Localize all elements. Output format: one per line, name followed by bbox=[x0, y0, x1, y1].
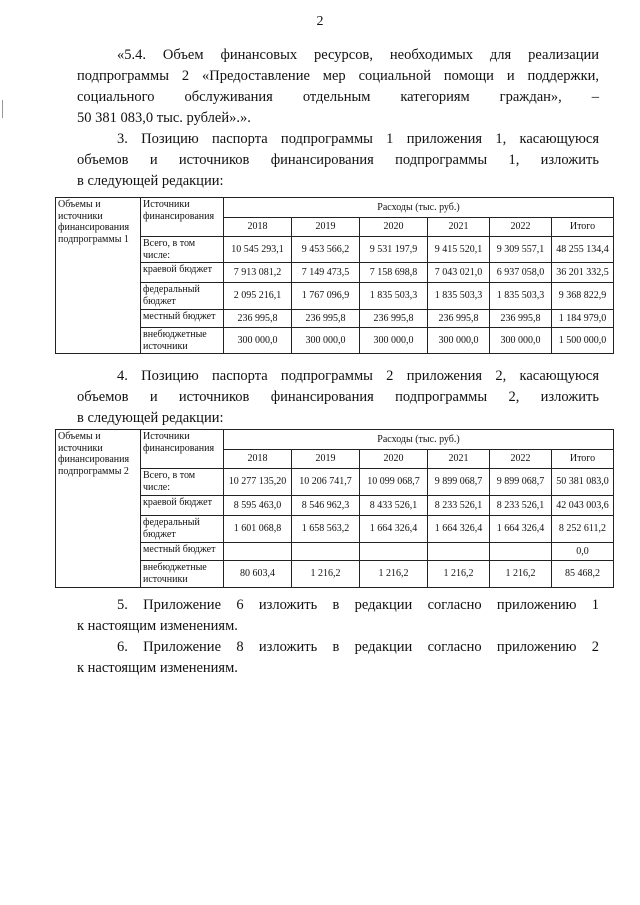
total-header: Итого bbox=[552, 450, 614, 469]
text-line: 5. Приложение 6 изложить в редакции согласно приложению 1 bbox=[117, 597, 599, 613]
value-cell: 1 835 503,3 bbox=[428, 283, 490, 310]
value-cell: 1 216,2 bbox=[490, 561, 552, 588]
value-cell: 1 835 503,3 bbox=[490, 283, 552, 310]
value-cell: 10 099 068,7 bbox=[360, 469, 428, 496]
value-cell: 9 899 068,7 bbox=[490, 469, 552, 496]
source-cell: Всего, в том числе: bbox=[141, 469, 224, 496]
paragraph-5 bbox=[77, 595, 599, 637]
paragraph-3 bbox=[77, 129, 599, 192]
value-cell: 1 664 326,4 bbox=[360, 516, 428, 543]
sources-header: Источники финансирования bbox=[141, 198, 224, 237]
total-cell: 8 252 611,2 bbox=[552, 516, 614, 543]
value-cell: 1 664 326,4 bbox=[428, 516, 490, 543]
value-cell: 300 000,0 bbox=[292, 328, 360, 354]
text-line: 3. Позицию паспорта подпрограммы 1 приложения 1, касающуюся bbox=[117, 131, 599, 147]
text-line: 50 381 083,0 тыс. рублей».». bbox=[77, 110, 251, 126]
value-cell bbox=[360, 543, 428, 561]
text-line: «5.4. Объем финансовых ресурсов, необходимых для реализации bbox=[117, 47, 599, 63]
value-cell: 9 899 068,7 bbox=[428, 469, 490, 496]
value-cell: 10 206 741,7 bbox=[292, 469, 360, 496]
value-cell: 1 835 503,3 bbox=[360, 283, 428, 310]
value-cell: 236 995,8 bbox=[224, 310, 292, 328]
paragraph-4 bbox=[77, 366, 599, 429]
total-cell: 50 381 083,0 bbox=[552, 469, 614, 496]
value-cell: 10 545 293,1 bbox=[224, 237, 292, 263]
value-cell: 9 453 566,2 bbox=[292, 237, 360, 263]
total-header: Итого bbox=[552, 218, 614, 237]
value-cell: 8 233 526,1 bbox=[490, 496, 552, 516]
value-cell: 1 658 563,2 bbox=[292, 516, 360, 543]
value-cell: 7 043 021,0 bbox=[428, 263, 490, 283]
source-cell: внебюджетные источники bbox=[141, 328, 224, 354]
value-cell: 1 601 068,8 bbox=[224, 516, 292, 543]
total-cell: 48 255 134,4 bbox=[552, 237, 614, 263]
value-cell: 300 000,0 bbox=[490, 328, 552, 354]
year-header: 2022 bbox=[490, 450, 552, 469]
source-cell: федеральный бюджет bbox=[141, 516, 224, 543]
financing-table-2 bbox=[55, 429, 614, 588]
value-cell: 1 767 096,9 bbox=[292, 283, 360, 310]
value-cell: 7 913 081,2 bbox=[224, 263, 292, 283]
text-line: 6. Приложение 8 изложить в редакции согласно приложению 2 bbox=[117, 639, 599, 655]
source-cell: местный бюджет bbox=[141, 310, 224, 328]
value-cell: 8 233 526,1 bbox=[428, 496, 490, 516]
value-cell: 6 937 058,0 bbox=[490, 263, 552, 283]
text-line: социального обслуживания отдельным категориям граждан», – bbox=[77, 89, 599, 105]
text-line: к настоящим изменениям. bbox=[77, 660, 238, 676]
total-cell: 1 184 979,0 bbox=[552, 310, 614, 328]
scan-margin-mark bbox=[2, 100, 3, 118]
year-header: 2019 bbox=[292, 218, 360, 237]
value-cell: 1 216,2 bbox=[428, 561, 490, 588]
source-cell: краевой бюджет bbox=[141, 496, 224, 516]
expenses-header: Расходы (тыс. руб.) bbox=[224, 430, 614, 450]
total-cell: 42 043 003,6 bbox=[552, 496, 614, 516]
text-line: объемов и источников финансирования подпрограммы 1, изложить bbox=[77, 152, 599, 168]
year-header: 2020 bbox=[360, 218, 428, 237]
value-cell: 1 664 326,4 bbox=[490, 516, 552, 543]
page-number: 2 bbox=[316, 14, 324, 29]
value-cell: 7 149 473,5 bbox=[292, 263, 360, 283]
value-cell: 8 595 463,0 bbox=[224, 496, 292, 516]
value-cell: 300 000,0 bbox=[360, 328, 428, 354]
year-header: 2020 bbox=[360, 450, 428, 469]
sources-header: Источники финансирования bbox=[141, 430, 224, 469]
value-cell: 236 995,8 bbox=[360, 310, 428, 328]
expenses-header: Расходы (тыс. руб.) bbox=[224, 198, 614, 218]
text-line: к настоящим изменениям. bbox=[77, 618, 238, 634]
total-cell: 1 500 000,0 bbox=[552, 328, 614, 354]
text-line: 4. Позицию паспорта подпрограммы 2 приложения 2, касающуюся bbox=[117, 368, 599, 384]
year-header: 2018 bbox=[224, 218, 292, 237]
paragraph-6 bbox=[77, 637, 599, 679]
year-header: 2022 bbox=[490, 218, 552, 237]
value-cell: 80 603,4 bbox=[224, 561, 292, 588]
value-cell: 9 309 557,1 bbox=[490, 237, 552, 263]
year-header: 2021 bbox=[428, 218, 490, 237]
value-cell: 300 000,0 bbox=[224, 328, 292, 354]
value-cell: 236 995,8 bbox=[428, 310, 490, 328]
value-cell: 9 415 520,1 bbox=[428, 237, 490, 263]
value-cell: 300 000,0 bbox=[428, 328, 490, 354]
source-cell: краевой бюджет bbox=[141, 263, 224, 283]
text-line: объемов и источников финансирования подпрограммы 2, изложить bbox=[77, 389, 599, 405]
text-line: в следующей редакции: bbox=[77, 173, 224, 189]
year-header: 2019 bbox=[292, 450, 360, 469]
value-cell: 236 995,8 bbox=[490, 310, 552, 328]
source-cell: внебюджетные источники bbox=[141, 561, 224, 588]
source-cell: местный бюджет bbox=[141, 543, 224, 561]
value-cell: 1 216,2 bbox=[360, 561, 428, 588]
value-cell bbox=[224, 543, 292, 561]
value-cell: 2 095 216,1 bbox=[224, 283, 292, 310]
value-cell bbox=[292, 543, 360, 561]
total-cell: 0,0 bbox=[552, 543, 614, 561]
total-cell: 9 368 822,9 bbox=[552, 283, 614, 310]
value-cell: 9 531 197,9 bbox=[360, 237, 428, 263]
year-header: 2018 bbox=[224, 450, 292, 469]
table-row-label: Объемы и источники финансирования подпрограммы 1 bbox=[56, 198, 141, 354]
table-row-label: Объемы и источники финансирования подпрограммы 2 bbox=[56, 430, 141, 588]
value-cell: 10 277 135,20 bbox=[224, 469, 292, 496]
text-line: подпрограммы 2 «Предоставление мер социальной помощи и поддержки, bbox=[77, 68, 599, 84]
value-cell bbox=[428, 543, 490, 561]
total-cell: 85 468,2 bbox=[552, 561, 614, 588]
value-cell: 236 995,8 bbox=[292, 310, 360, 328]
year-header: 2021 bbox=[428, 450, 490, 469]
value-cell bbox=[490, 543, 552, 561]
value-cell: 1 216,2 bbox=[292, 561, 360, 588]
value-cell: 8 433 526,1 bbox=[360, 496, 428, 516]
paragraph-5-4 bbox=[77, 45, 599, 129]
financing-table-1 bbox=[55, 197, 614, 354]
source-cell: Всего, в том числе: bbox=[141, 237, 224, 263]
value-cell: 7 158 698,8 bbox=[360, 263, 428, 283]
text-line: в следующей редакции: bbox=[77, 410, 224, 426]
source-cell: федеральный бюджет bbox=[141, 283, 224, 310]
total-cell: 36 201 332,5 bbox=[552, 263, 614, 283]
value-cell: 8 546 962,3 bbox=[292, 496, 360, 516]
